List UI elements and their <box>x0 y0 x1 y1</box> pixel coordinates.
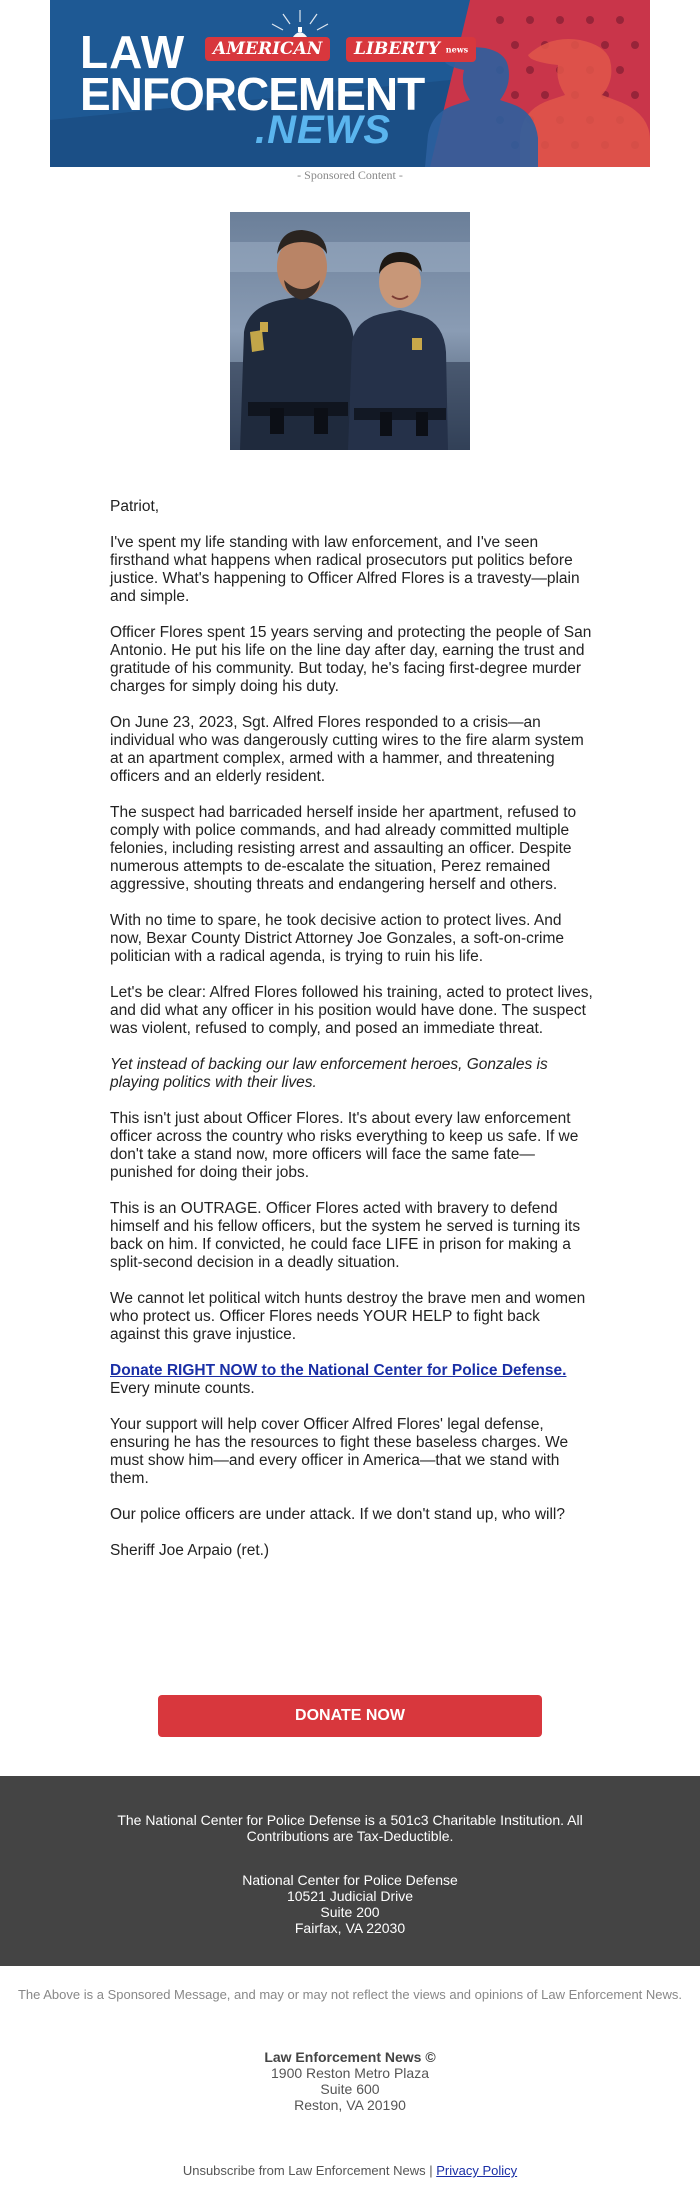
donate-link[interactable]: Donate RIGHT NOW to the National Center for Police Defense. <box>110 1362 567 1379</box>
banner-badge-small: news <box>445 44 469 55</box>
unsubscribe-link[interactable]: Unsubscribe from Law Enforcement News <box>182 2163 426 2178</box>
letter-paragraph-italic: Yet instead of backing our law enforcement heroes, Gonzales is playing politics with their lives. <box>110 1056 548 1091</box>
org-name: National Center for Police Defense <box>242 1872 458 1888</box>
letter-paragraph: With no time to spare, he took decisive action to protect lives. And now, Bexar County District Attorney Joe Gonzales, a soft-on-crime politician with a radical agenda, is trying to ruin his life. <box>110 912 564 965</box>
news-footer <box>0 2049 700 2113</box>
donate-now-button[interactable]: DONATE NOW <box>158 1695 542 1737</box>
letter-signature: Sheriff Joe Arpaio (ret.) <box>110 1542 270 1559</box>
letter-paragraph: Our police officers are under attack. If we don't stand up, who will? <box>110 1506 565 1523</box>
letter-paragraph: We cannot let political witch hunts destroy the brave men and women who protect us. Officer Flores needs YOUR HELP to fight back against this grave injustice. <box>110 1290 586 1343</box>
letter-greeting: Patriot, <box>110 498 160 515</box>
letter-paragraph: The suspect had barricaded herself inside her apartment, refused to comply with police commands, and had already committed multiple felonies, including resisting arrest and assaulting an officer. Despite numerous attempts to de-escalate the situation, Perez remained aggressive, shouting threats and endangering herself and others. <box>110 804 577 893</box>
banner-badge-liberty-text: LIBERTY <box>354 39 440 59</box>
org-suite: Suite 200 <box>320 1904 380 1920</box>
org-street: 10521 Judicial Drive <box>286 1888 414 1904</box>
letter-paragraph: Let's be clear: Alfred Flores followed his training, acted to protect lives, and did what any officer in his position would have done. The suspect was violent, refused to comply, and posed an immediate threat. <box>110 984 593 1037</box>
banner-title-enforcement: ENFORCEMENT <box>80 68 425 120</box>
sponsored-label: - Sponsored Content - <box>297 168 403 182</box>
footer-separator: | <box>429 2163 433 2178</box>
unsubscribe-bar <box>0 2163 700 2178</box>
banner-badge-american: AMERICAN <box>205 37 330 61</box>
letter-donate-paragraph <box>110 1362 594 1398</box>
officers-photo-art <box>230 212 470 450</box>
org-footer <box>0 1776 700 1966</box>
news-footer-suite: Suite 600 <box>320 2081 380 2097</box>
letter-paragraph: This isn't just about Officer Flores. It's about every law enforcement officer across the country who risks everything to keep us safe. If we don't take a stand now, more officers will face the same fate—punished for doing their jobs. <box>110 1110 579 1181</box>
letter-body <box>110 498 594 1578</box>
letter-paragraph: Officer Flores spent 15 years serving and protecting the people of San Antonio. He put his life on the line day after day, earning the trust and gratitude of his community. But today, he's facing first-degree murder charges for simply doing his duty. <box>110 624 592 695</box>
banner-title-law: LAW <box>80 26 186 78</box>
org-footer-text: The National Center for Police Defense is a 501c3 Charitable Institution. All Contributions are Tax-Deductible. <box>117 1812 583 1844</box>
officers-photo <box>230 212 470 450</box>
org-footer-address <box>0 1872 700 1936</box>
donate-link-after: Every minute counts. <box>110 1380 255 1397</box>
news-footer-title: Law Enforcement News © <box>264 2049 436 2065</box>
letter-paragraph: I've spent my life standing with law enforcement, and I've seen firsthand what happens when radical prosecutors put politics before justice. What's happening to Officer Alfred Flores is a travesty—plain and simple. <box>110 534 580 605</box>
news-footer-city: Reston, VA 20190 <box>294 2097 406 2113</box>
sponsored-disclaimer: The Above is a Sponsored Message, and may or may not reflect the views and opinions of Law Enforcement News. <box>17 1987 683 2002</box>
org-city: Fairfax, VA 22030 <box>294 1920 406 1936</box>
banner-title-news: .NEWS <box>255 108 392 152</box>
banner-badge-liberty <box>346 37 476 62</box>
header-banner <box>50 0 650 167</box>
news-footer-street: 1900 Reston Metro Plaza <box>271 2065 429 2081</box>
letter-paragraph: On June 23, 2023, Sgt. Alfred Flores responded to a crisis—an individual who was dangerously cutting wires to the fire alarm system at an apartment complex, armed with a hammer, and threatening officers and an elderly resident. <box>110 714 584 785</box>
letter-paragraph: Your support will help cover Officer Alfred Flores' legal defense, ensuring he has the resources to fight these baseless charges. We must show him—and every officer in America—that we stand with them. <box>110 1416 569 1487</box>
privacy-policy-link[interactable]: Privacy Policy <box>436 2163 518 2178</box>
letter-paragraph: This is an OUTRAGE. Officer Flores acted with bravery to defend himself and his fellow officers, but the system he served is turning its back on him. If convicted, he could face LIFE in prison for making a split-second decision in a deadly situation. <box>110 1200 581 1271</box>
